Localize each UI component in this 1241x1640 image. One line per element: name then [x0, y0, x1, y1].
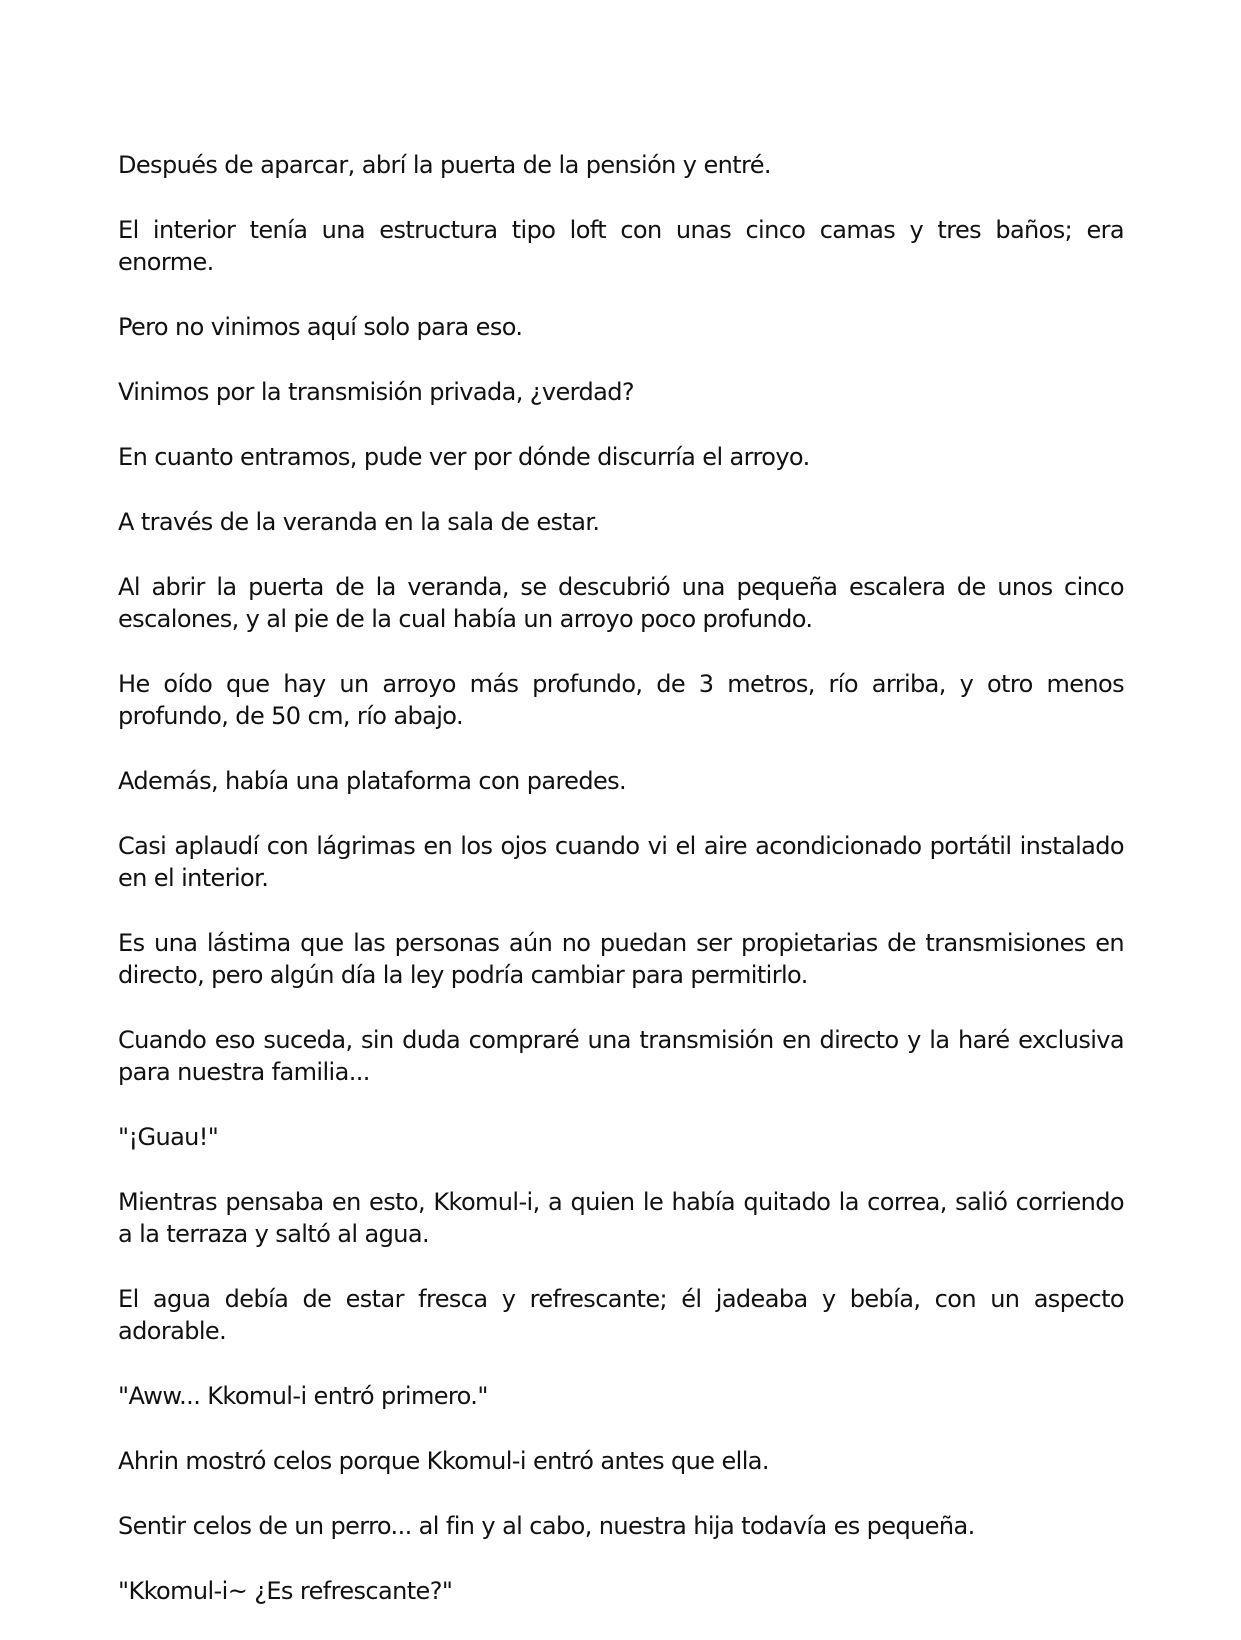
paragraph: Pero no vinimos aquí solo para eso.: [118, 313, 523, 341]
paragraph: He oído que hay un arroyo más profundo, de 3 metros, río arriba, y otro menos profundo, de 50 cm, río abajo.: [118, 670, 1124, 730]
paragraph: En cuanto entramos, pude ver por dónde discurría el arroyo.: [118, 443, 810, 471]
paragraph: Es una lástima que las personas aún no puedan ser propietarias de transmisiones en directo, pero algún día la ley podría cambiar para permitirlo.: [118, 929, 1124, 989]
body-text: [118, 149, 1124, 1640]
paragraph: Mientras pensaba en esto, Kkomul-i, a quien le había quitado la correa, salió corriendo a la terraza y saltó al agua.: [118, 1188, 1124, 1248]
paragraph: Después de aparcar, abrí la puerta de la pensión y entré.: [118, 151, 771, 179]
paragraph: "¡Guau!": [118, 1123, 219, 1151]
paragraph: Vinimos por la transmisión privada, ¿verdad?: [118, 378, 635, 406]
paragraph: Al abrir la puerta de la veranda, se descubrió una pequeña escalera de unos cinco escalones, y al pie de la cual había un arroyo poco profundo.: [118, 573, 1124, 633]
paragraph: Cuando eso suceda, sin duda compraré una transmisión en directo y la haré exclusiva para nuestra familia...: [118, 1026, 1124, 1086]
paragraph: Sentir celos de un perro... al fin y al cabo, nuestra hija todavía es pequeña.: [118, 1512, 975, 1540]
paragraph: "Aww... Kkomul-i entró primero.": [118, 1382, 488, 1410]
paragraph: Ahrin mostró celos porque Kkomul-i entró antes que ella.: [118, 1447, 769, 1475]
paragraph: "Kkomul-i~ ¿Es refrescante?": [118, 1577, 453, 1605]
paragraph: El agua debía de estar fresca y refrescante; él jadeaba y bebía, con un aspecto adorable.: [118, 1285, 1124, 1345]
paragraph: A través de la veranda en la sala de estar.: [118, 508, 600, 536]
paragraph: El interior tenía una estructura tipo loft con unas cinco camas y tres baños; era enorme.: [118, 216, 1124, 276]
paragraph: Casi aplaudí con lágrimas en los ojos cuando vi el aire acondicionado portátil instalado en el interior.: [118, 832, 1124, 892]
paragraph: Además, había una plataforma con paredes.: [118, 767, 627, 795]
